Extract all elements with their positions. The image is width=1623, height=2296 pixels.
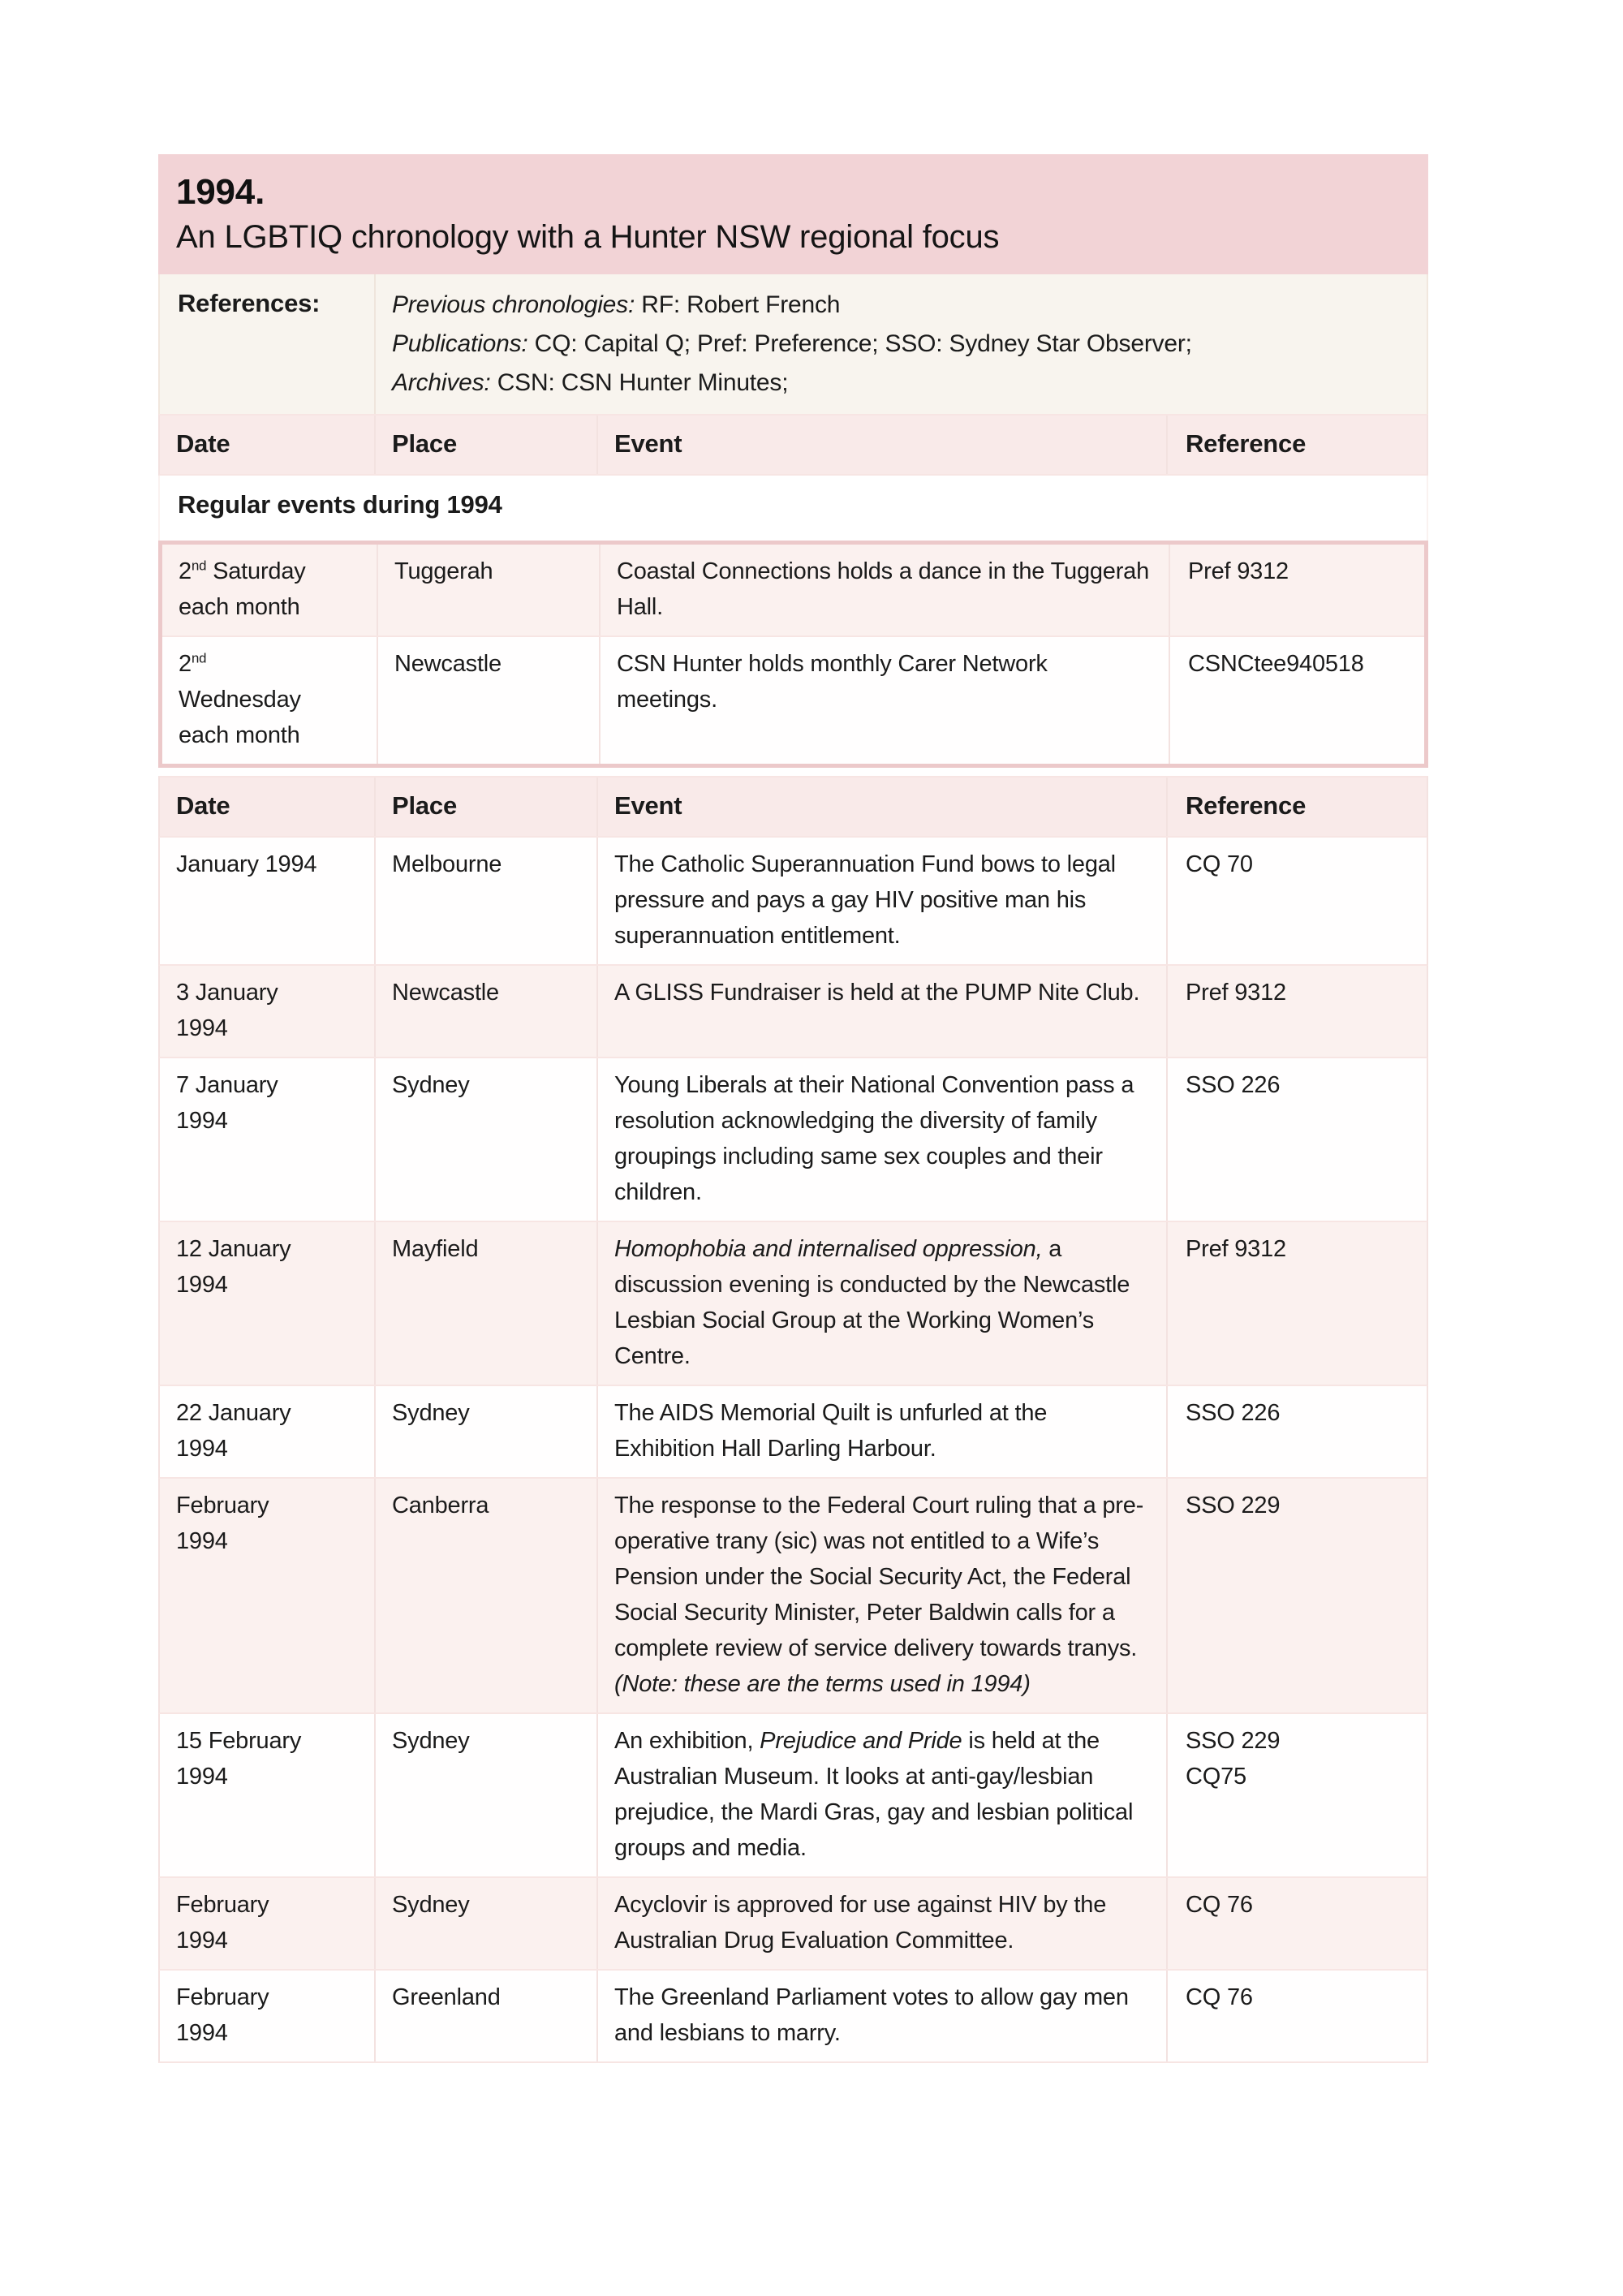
cell-place: Melbourne <box>374 838 598 964</box>
cell-place: Newcastle <box>374 966 598 1057</box>
reference-line: Archives: CSN: CSN Hunter Minutes; <box>392 369 789 396</box>
page-title-subtitle: An LGBTIQ chronology with a Hunter NSW regional focus <box>176 219 1000 255</box>
table-header <box>158 414 1428 476</box>
page-title-year: 1994. <box>176 172 265 212</box>
cell-reference: Pref 9312 <box>1166 1222 1430 1385</box>
table-row <box>158 1222 1428 1386</box>
table-header-2 <box>158 776 1428 838</box>
cell-place: Sydney <box>374 1714 598 1876</box>
cell-event: The Catholic Superannuation Fund bows to legal pressure and pays a gay HIV positive man his superannuation entitlement. <box>614 851 1116 949</box>
cell-place: Canberra <box>374 1479 598 1712</box>
table-row <box>158 1878 1428 1971</box>
cell-event: An exhibition, Prejudice and Pride is held at the Australian Museum. It looks at anti-gay/lesbian prejudice, the Mardi Gras, gay and lesbian political groups and media. <box>614 1728 1134 1861</box>
column-header-place: Place <box>374 778 598 836</box>
cell-date: February 1994 <box>176 1892 269 1954</box>
reference-line: Publications: CQ: Capital Q; Pref: Preference; SSO: Sydney Star Observer; <box>392 330 1192 357</box>
table-row <box>162 635 1424 764</box>
cell-event: The AIDS Memorial Quilt is unfurled at the Exhibition Hall Darling Harbour. <box>614 1400 1048 1462</box>
table-row <box>158 1971 1428 2063</box>
table-row <box>158 1479 1428 1714</box>
references-content <box>374 274 1430 414</box>
section-heading <box>158 476 1428 541</box>
cell-date: 7 January 1994 <box>176 1072 278 1134</box>
cell-place: Sydney <box>374 1058 598 1221</box>
cell-reference: SSO 229 CQ75 <box>1166 1714 1430 1876</box>
column-header-place: Place <box>374 416 598 474</box>
cell-date: February 1994 <box>176 1493 269 1554</box>
cell-reference: Pref 9312 <box>1166 966 1430 1057</box>
column-header-reference: Reference <box>1166 416 1430 474</box>
event-rows <box>158 838 1428 2063</box>
cell-reference: CQ 70 <box>1166 838 1430 964</box>
cell-reference: CSNCtee940518 <box>1169 637 1432 764</box>
section-heading-label: Regular events during 1994 <box>178 490 502 519</box>
cell-date: 2nd Wednesday each month <box>179 650 301 748</box>
cell-date: February 1994 <box>176 1984 269 2046</box>
cell-event: Coastal Connections holds a dance in the Tuggerah Hall. <box>617 558 1150 620</box>
table-row <box>158 966 1428 1058</box>
column-header-date: Date <box>176 791 230 820</box>
cell-place: Sydney <box>374 1878 598 1969</box>
cell-reference: CQ 76 <box>1166 1971 1430 2061</box>
table-row <box>158 1714 1428 1878</box>
cell-event: The Greenland Parliament votes to allow gay men and lesbians to marry. <box>614 1984 1129 2046</box>
title-block <box>158 154 1428 274</box>
cell-reference: SSO 226 <box>1166 1058 1430 1221</box>
cell-event: The response to the Federal Court ruling that a pre-operative trany (sic) was not entitled to a Wife’s Pension under the Social Security Act, the Federal Social Security Minister, Peter Baldwin calls for a complete review of service delivery towards tranys. (Note: these are the terms used in 1994) <box>614 1493 1144 1697</box>
cell-event: Homophobia and internalised oppression, a discussion evening is conducted by the Newcastle Lesbian Social Group at the Working Women’s Centre. <box>614 1236 1130 1369</box>
chronology-table <box>158 154 1428 2063</box>
cell-event: A GLISS Fundraiser is held at the PUMP Nite Club. <box>614 980 1140 1006</box>
cell-reference: CQ 76 <box>1166 1878 1430 1969</box>
cell-date: 15 February 1994 <box>176 1728 302 1790</box>
cell-event: Acyclovir is approved for use against HIV by the Australian Drug Evaluation Committee. <box>614 1892 1107 1954</box>
cell-reference: Pref 9312 <box>1169 545 1432 635</box>
cell-event: CSN Hunter holds monthly Carer Network meetings. <box>617 651 1048 713</box>
column-header-event: Event <box>614 791 682 820</box>
cell-reference: SSO 229 <box>1166 1479 1430 1712</box>
reference-line: Previous chronologies: RF: Robert French <box>392 291 841 318</box>
cell-place: Newcastle <box>377 637 601 764</box>
cell-date: 3 January 1994 <box>176 980 278 1041</box>
cell-place: Tuggerah <box>377 545 601 635</box>
cell-date: January 1994 <box>176 851 317 877</box>
cell-date: 22 January 1994 <box>176 1400 291 1462</box>
column-header-event: Event <box>614 429 682 458</box>
cell-date: 2nd Saturday each month <box>179 558 306 620</box>
cell-place: Greenland <box>374 1971 598 2061</box>
cell-place: Sydney <box>374 1386 598 1477</box>
column-header-reference: Reference <box>1166 778 1430 836</box>
table-row <box>158 1386 1428 1479</box>
cell-reference: SSO 226 <box>1166 1386 1430 1477</box>
references-label: References: <box>178 289 321 317</box>
cell-event: Young Liberals at their National Convention pass a resolution acknowledging the diversity of family groupings including same sex couples and their children. <box>614 1072 1134 1205</box>
table-row <box>162 545 1424 635</box>
regular-events-box <box>158 541 1428 768</box>
cell-date: 12 January 1994 <box>176 1236 291 1298</box>
table-row <box>158 838 1428 966</box>
column-header-date: Date <box>176 429 230 458</box>
references-row <box>158 274 1428 414</box>
table-row <box>158 1058 1428 1222</box>
cell-place: Mayfield <box>374 1222 598 1385</box>
